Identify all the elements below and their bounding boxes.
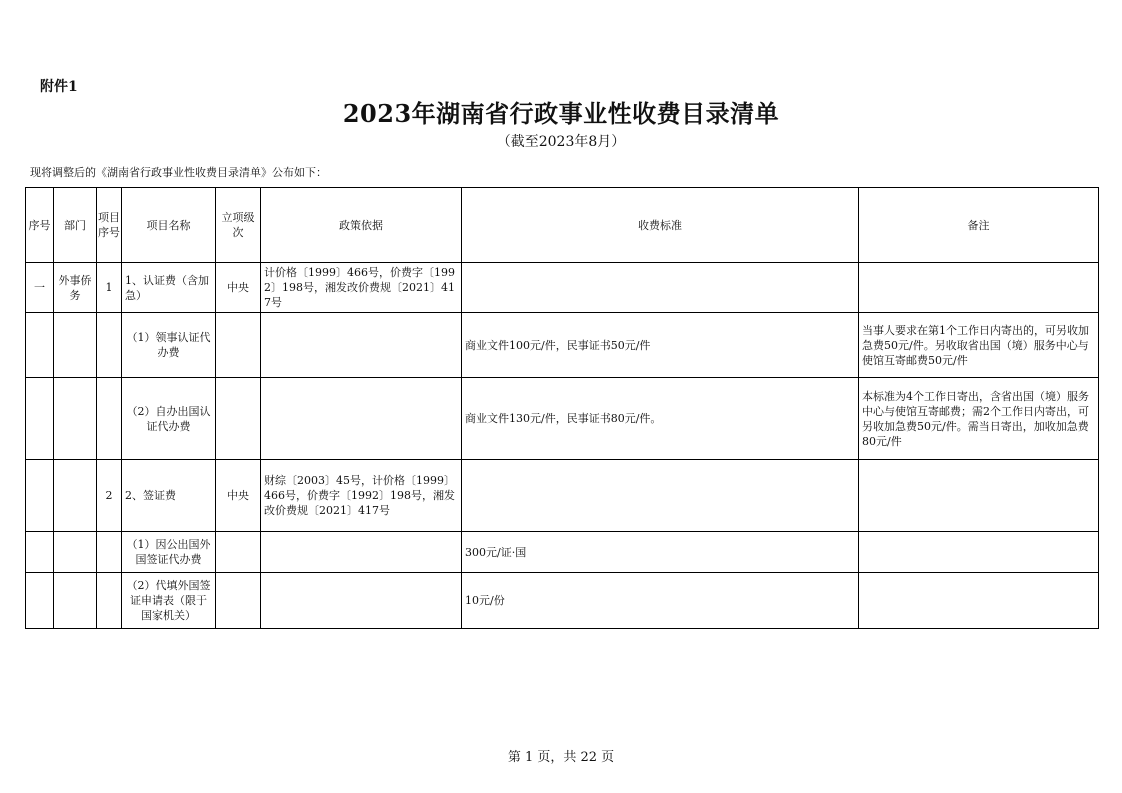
cell-remark <box>859 573 1099 629</box>
cell-standard: 商业文件100元/件，民事证书50元/件 <box>462 313 859 378</box>
cell-item-no <box>97 313 122 378</box>
cell-level <box>216 532 261 573</box>
cell-level <box>216 573 261 629</box>
table-row <box>26 460 1099 532</box>
cell-level <box>216 378 261 460</box>
col-header-level: 立项级次 <box>216 188 261 263</box>
cell-standard: 商业文件130元/件，民事证书80元/件。 <box>462 378 859 460</box>
col-header-item-no: 项目序号 <box>97 188 122 263</box>
cell-item-name: （2）代填外国签证申请表（限于国家机关） <box>122 573 216 629</box>
col-header-remark: 备注 <box>859 188 1099 263</box>
cell-dept <box>54 460 97 532</box>
col-header-standard: 收费标准 <box>462 188 859 263</box>
cell-item-no: 2 <box>97 460 122 532</box>
cell-item-no <box>97 573 122 629</box>
cell-item-name: 2、签证费 <box>122 460 216 532</box>
cell-remark: 当事人要求在第1个工作日内寄出的，可另收加急费50元/件。另收取省出国（境）服务中心与使馆互寄邮费50元/件 <box>859 313 1099 378</box>
col-header-seq: 序号 <box>26 188 54 263</box>
cell-level: 中央 <box>216 263 261 313</box>
table-row <box>26 313 1099 378</box>
cell-seq: 一 <box>26 263 54 313</box>
col-header-dept: 部门 <box>54 188 97 263</box>
cell-level: 中央 <box>216 460 261 532</box>
cell-policy <box>261 313 462 378</box>
cell-seq <box>26 313 54 378</box>
cell-item-name: （1）因公出国外国签证代办费 <box>122 532 216 573</box>
cell-standard <box>462 460 859 532</box>
fee-catalog-table <box>25 187 1099 629</box>
cell-seq <box>26 573 54 629</box>
cell-dept <box>54 532 97 573</box>
cell-seq <box>26 532 54 573</box>
table-row <box>26 532 1099 573</box>
cell-dept <box>54 313 97 378</box>
table-row <box>26 263 1099 313</box>
table-row <box>26 378 1099 460</box>
cell-item-no: 1 <box>97 263 122 313</box>
cell-item-name: （1）领事认证代办费 <box>122 313 216 378</box>
document-title: 2023年湖南省行政事业性收费目录清单 <box>342 99 780 128</box>
table-header-row <box>26 188 1099 263</box>
attachment-label: 附件1 <box>40 79 78 95</box>
cell-item-no <box>97 378 122 460</box>
cell-policy <box>261 378 462 460</box>
cell-item-name: （2）自办出国认证代办费 <box>122 378 216 460</box>
cell-dept: 外事侨务 <box>54 263 97 313</box>
cell-item-name: 1、认证费（含加急） <box>122 263 216 313</box>
intro-text: 现将调整后的《湖南省行政事业性收费目录清单》公布如下： <box>30 166 327 179</box>
cell-dept <box>54 573 97 629</box>
cell-remark: 本标准为4个工作日寄出，含省出国（境）服务中心与使馆互寄邮费；需2个工作日内寄出，可另收加急费50元/件。需当日寄出，加收加急费80元/件 <box>859 378 1099 460</box>
cell-standard: 300元/证·国 <box>462 532 859 573</box>
cell-remark <box>859 460 1099 532</box>
cell-policy: 财综〔2003〕45号，计价格〔1999〕466号，价费字〔1992〕198号，湘发改价费规〔2021〕417号 <box>261 460 462 532</box>
cell-standard: 10元/份 <box>462 573 859 629</box>
cell-remark <box>859 263 1099 313</box>
cell-level <box>216 313 261 378</box>
cell-seq <box>26 460 54 532</box>
cell-seq <box>26 378 54 460</box>
cell-dept <box>54 378 97 460</box>
col-header-item-name: 项目名称 <box>122 188 216 263</box>
page-number: 第 1 页，共 22 页 <box>507 750 615 765</box>
document-subtitle: （截至2023年8月） <box>496 134 626 150</box>
cell-item-no <box>97 532 122 573</box>
cell-policy <box>261 573 462 629</box>
table-row <box>26 573 1099 629</box>
cell-policy <box>261 532 462 573</box>
col-header-policy: 政策依据 <box>261 188 462 263</box>
cell-policy: 计价格〔1999〕466号，价费字〔1992〕198号，湘发改价费规〔2021〕417号 <box>261 263 462 313</box>
cell-standard <box>462 263 859 313</box>
cell-remark <box>859 532 1099 573</box>
